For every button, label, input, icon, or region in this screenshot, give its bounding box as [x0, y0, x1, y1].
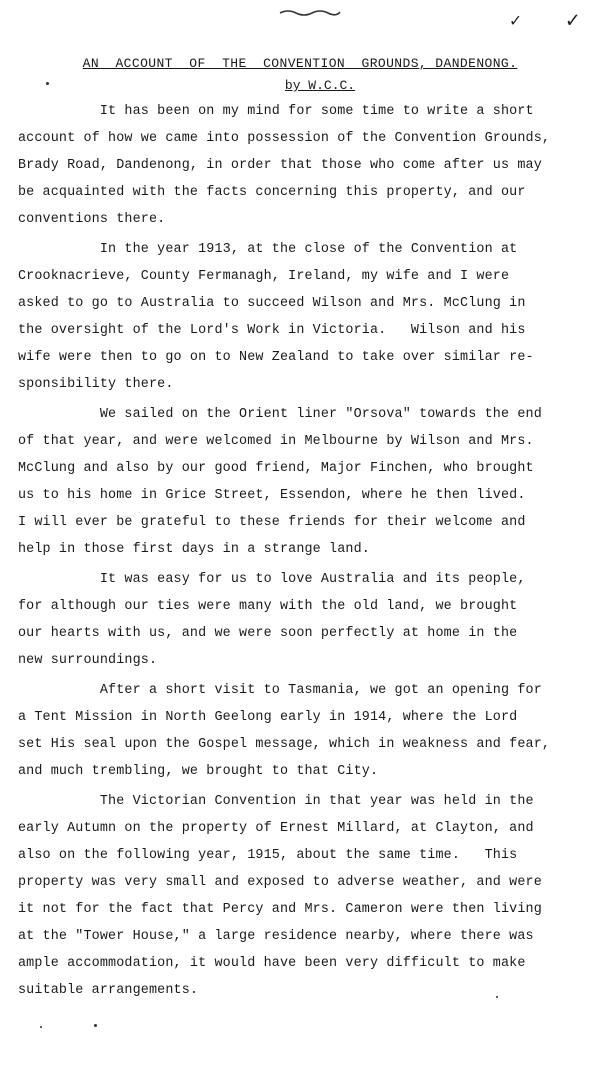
body-line: property was very small and exposed to adverse weather, and were — [18, 875, 542, 890]
body-line: McClung and also by our good friend, Major Finchen, who brought — [18, 461, 534, 476]
body-line: us to his home in Grice Street, Essendon, where he then lived. — [18, 488, 526, 503]
document-title: AN ACCOUNT OF THE CONVENTION GROUNDS, DANDENONG. — [82, 56, 518, 71]
body-line: the oversight of the Lord's Work in Victoria. Wilson and his — [18, 323, 526, 338]
body-line: of that year, and were welcomed in Melbourne by Wilson and Mrs. — [18, 434, 534, 449]
body-line: sponsibility there. — [18, 377, 174, 392]
body-line: It has been on my mind for some time to write a short — [18, 104, 534, 119]
body-line: It was easy for us to love Australia and its people, — [18, 572, 526, 587]
body-line: early Autumn on the property of Ernest Millard, at Clayton, and — [18, 821, 534, 836]
body-line: and much trembling, we brought to that City. — [18, 764, 379, 779]
body-line: After a short visit to Tasmania, we got an opening for — [18, 683, 542, 698]
body-line: I will ever be grateful to these friends for their welcome and — [18, 515, 526, 530]
body-line: In the year 1913, at the close of the Convention at — [18, 242, 518, 257]
ink-speck — [40, 1026, 42, 1028]
ink-speck — [46, 82, 49, 85]
body-line: asked to go to Australia to succeed Wilson and Mrs. McClung in — [18, 296, 526, 311]
document-byline: by W.C.C. — [284, 78, 356, 93]
body-line: also on the following year, 1915, about the same time. This — [18, 848, 518, 863]
body-line: conventions there. — [18, 212, 166, 227]
body-line: We sailed on the Orient liner "Orsova" towards the end — [18, 407, 542, 422]
ink-speck — [496, 996, 498, 998]
body-line: ample accommodation, it would have been very difficult to make — [18, 956, 526, 971]
body-line: wife were then to go on to New Zealand to take over similar re- — [18, 350, 534, 365]
body-line: set His seal upon the Gospel message, which in weakness and fear, — [18, 737, 551, 752]
body-line: our hearts with us, and we were soon perfectly at home in the — [18, 626, 518, 641]
check-mark-icon: ✓ — [510, 12, 521, 32]
body-line: at the "Tower House," a large residence nearby, where there was — [18, 929, 534, 944]
body-line: be acquainted with the facts concerning this property, and our — [18, 185, 526, 200]
body-line: help in those first days in a strange land. — [18, 542, 370, 557]
body-line: The Victorian Convention in that year was held in the — [18, 794, 534, 809]
top-squiggle-mark — [278, 6, 342, 18]
body-line: new surroundings. — [18, 653, 158, 668]
check-mark-icon: ✓ — [566, 9, 580, 34]
body-line: account of how we came into possession of the Convention Grounds, — [18, 131, 551, 146]
body-line: for although our ties were many with the old land, we brought — [18, 599, 518, 614]
body-line: Brady Road, Dandenong, in order that those who come after us may — [18, 158, 542, 173]
body-line: a Tent Mission in North Geelong early in 1914, where the Lord — [18, 710, 518, 725]
ink-speck — [94, 1024, 97, 1027]
body-line: suitable arrangements. — [18, 983, 199, 998]
body-line: Crooknacrieve, County Fermanagh, Ireland, my wife and I were — [18, 269, 510, 284]
body-line: it not for the fact that Percy and Mrs. Cameron were then living — [18, 902, 542, 917]
